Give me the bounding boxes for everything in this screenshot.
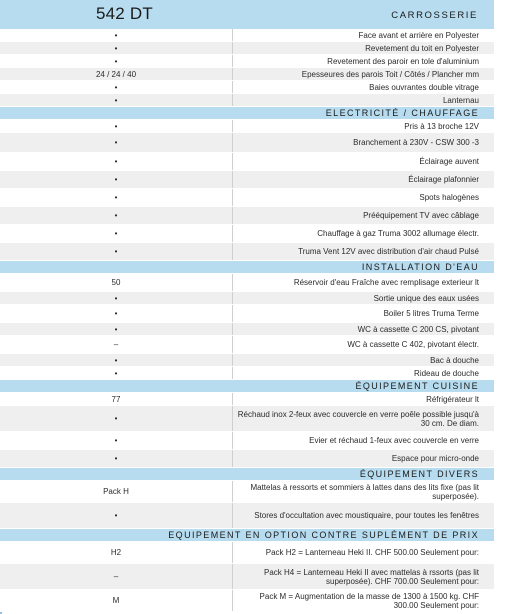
- row-value: •: [0, 354, 233, 366]
- table-row: [0, 503, 494, 529]
- table-row: [0, 564, 494, 590]
- table-row: [0, 542, 494, 564]
- table-row: [0, 153, 494, 171]
- table-row: [0, 367, 494, 380]
- section-header-equipement-cuisine: ÉQUIPEMENT CUISINE: [0, 380, 494, 393]
- row-label: Bac à douche: [430, 355, 479, 365]
- row-value: •: [0, 153, 233, 170]
- table-row: [0, 81, 494, 94]
- row-value: •: [0, 450, 233, 467]
- row-label: Revetement du toit en Polyester: [365, 43, 479, 53]
- table-row: [0, 171, 494, 189]
- row-value: •: [0, 323, 233, 335]
- row-value: •: [0, 133, 233, 152]
- table-row: [0, 225, 494, 243]
- table-row: [0, 68, 494, 81]
- section-header-electricite: ELECTRICITÉ / CHAUFFAGE: [0, 107, 494, 120]
- row-label: Pack M = Augmentation de la masse de 1300 à 1500 kg. CHF 300.00 Seulement pour:: [259, 591, 479, 610]
- table-row: [0, 133, 494, 153]
- row-value: •: [0, 367, 233, 379]
- row-label: Pris à 13 broche 12V: [404, 121, 479, 131]
- table-row: [0, 55, 494, 68]
- row-label: Stores d'occultation avec moustiquaire, pour toutes les fenêtres: [254, 511, 479, 520]
- row-value: •: [0, 406, 233, 431]
- table-row: [0, 305, 494, 323]
- table-row: [0, 243, 494, 261]
- row-value: 77: [0, 393, 233, 405]
- row-value: •: [0, 432, 233, 449]
- row-value: •: [0, 29, 233, 41]
- table-row: [0, 406, 494, 432]
- row-label: Sortie unique des eaux usées: [373, 293, 479, 303]
- row-label: Truma Vent 12V avec distribution d'air chaud Pulsé: [298, 247, 479, 256]
- row-value: •: [0, 171, 233, 188]
- row-value: 24 / 24 / 40: [0, 68, 233, 80]
- row-label: Branchement à 230V - CSW 300 -3: [353, 138, 479, 147]
- row-value: •: [0, 120, 233, 132]
- row-label: Pack H4 = Lanterneau Heki II avec mattelas à rssorts (pas lit superposée). CHF 700.00 Seulement pour:: [264, 567, 479, 586]
- table-row: [0, 189, 494, 207]
- table-row: [0, 29, 494, 42]
- row-label: Réservoir d'eau Fraîche avec remplisage exterieur lt: [293, 278, 479, 287]
- row-value: Pack H: [0, 481, 233, 502]
- table-row: [0, 450, 494, 468]
- row-label: Mattelas à ressorts et sommiers à lattes dans des lits fixe (pas lit superposée).: [250, 482, 479, 501]
- table-row: [0, 590, 494, 612]
- row-value: •: [0, 207, 233, 224]
- row-label: Prééquipement TV avec câblage: [363, 211, 479, 220]
- row-label: Face avant et arrière en Polyester: [358, 30, 479, 40]
- row-value: M: [0, 590, 233, 611]
- row-value: •: [0, 305, 233, 322]
- row-label: Epesseures des parois Toit / Côtés / Plancher mm: [301, 69, 479, 79]
- row-label: Revetement des paroir en tole d'aluminium: [327, 56, 479, 66]
- row-label: Boiler 5 litres Truma Terme: [383, 309, 479, 318]
- header-bar: [0, 0, 494, 29]
- section-header-installation-eau: INSTALLATION D'EAU: [0, 261, 494, 274]
- table-row: [0, 42, 494, 55]
- row-value: •: [0, 503, 233, 528]
- table-row: [0, 354, 494, 367]
- table-row: [0, 274, 494, 292]
- table-row: [0, 94, 494, 107]
- row-label: Evier et réchaud 1-feux avec couvercle en verre: [309, 436, 479, 445]
- row-value: •: [0, 42, 233, 54]
- row-value: •: [0, 81, 233, 93]
- row-value: •: [0, 94, 233, 106]
- table-row: [0, 432, 494, 450]
- row-label: Spots halogènes: [419, 193, 479, 202]
- model-name: 542 DT: [96, 4, 153, 23]
- table-row: [0, 336, 494, 354]
- row-value: 50: [0, 274, 233, 291]
- spec-table: [0, 29, 494, 612]
- row-value: H2: [0, 542, 233, 563]
- row-label: Espace pour micro-onde: [391, 454, 479, 463]
- table-row: [0, 207, 494, 225]
- table-row: [0, 393, 494, 406]
- section-header-options: EQUIPEMENT EN OPTION CONTRE SUPLÉMENT DE PRIX: [0, 529, 494, 542]
- row-label: WC à cassette C 402, pivotant électr.: [347, 340, 479, 349]
- row-value: •: [0, 55, 233, 67]
- row-value: •: [0, 243, 233, 260]
- row-value: –: [0, 564, 233, 589]
- row-value: •: [0, 292, 233, 304]
- row-label: Éclairage plafonnier: [408, 175, 479, 184]
- row-label: WC à cassette C 200 CS, pivotant: [357, 324, 479, 334]
- row-value: –: [0, 336, 233, 353]
- row-label: Réfrigérateur lt: [426, 394, 479, 404]
- row-label: Lanternau: [442, 95, 479, 105]
- section-title-carrosserie: CARROSSERIE: [391, 10, 478, 21]
- table-row: [0, 120, 494, 133]
- table-row: [0, 481, 494, 503]
- row-label: Chauffage à gaz Truma 3002 allumage électr.: [317, 229, 479, 238]
- row-label: Rideau de douche: [414, 368, 479, 378]
- row-label: Éclairage auvent: [419, 157, 479, 166]
- table-row: [0, 323, 494, 336]
- row-label: Pack H2 = Lanterneau Heki II. CHF 500.00 Seulement pour:: [265, 548, 479, 557]
- section-header-equipement-divers: ÉQUIPEMENT DIVERS: [0, 468, 494, 481]
- row-label: Baies ouvrantes double vitrage: [369, 82, 479, 92]
- table-row: [0, 292, 494, 305]
- row-value: •: [0, 189, 233, 206]
- row-label: Réchaud inox 2-feux avec couvercle en verre poêle possible jusqu'à 30 cm. De diam.: [237, 409, 479, 428]
- row-value: •: [0, 225, 233, 242]
